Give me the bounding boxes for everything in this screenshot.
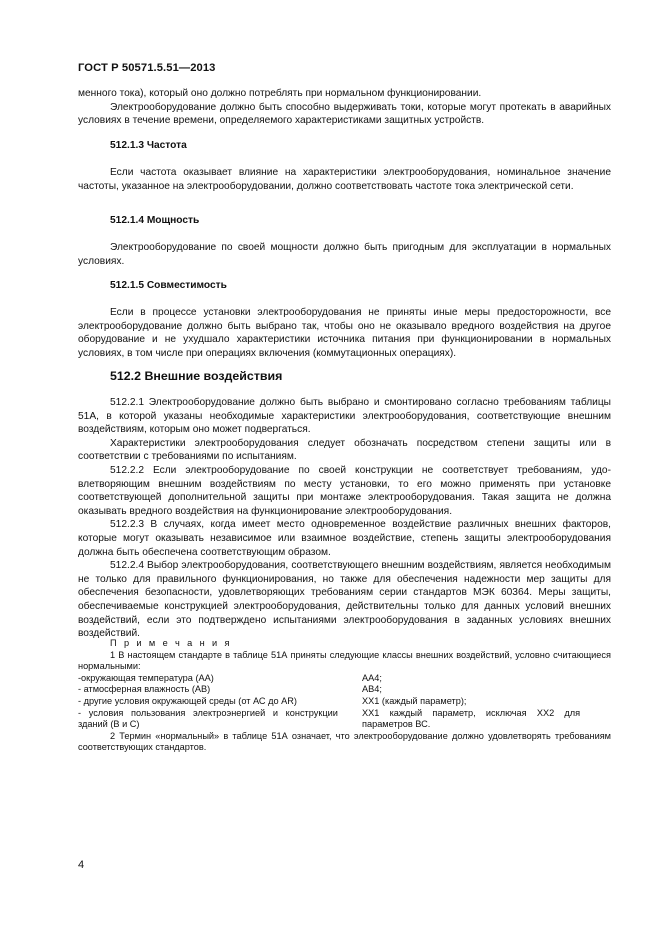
note-row-left: - другие условия окружающей среды (от АС до AR) <box>78 695 297 706</box>
document-header: ГОСТ Р 50571.5.51—2013 <box>78 62 216 74</box>
note-row-left: - атмосферная влажность (АВ) <box>78 684 211 695</box>
note-1: 1 В настоящем стандарте в таблице 51А приняты следующие классы внешних воздействий, условно считающиеся нормальными: <box>78 649 611 672</box>
paragraph-512-2-1: 512.2.1 Электрооборудование должно быть выбрано и смонтировано согласно требованиям таблицы 51А, в которой указаны необходимые характеристики электрооборудования, соответствующие внешним воздействиям, которым оно может подвергаться. <box>78 397 611 436</box>
section-512-2-body <box>78 396 611 641</box>
section-512-1-5-body <box>78 306 611 360</box>
paragraph-512-2-3: 512.2.3 В случаях, когда имеет место одновременное воздействие различных внешних факторов, которые могут оказывать независимое или взаимное воздействие, степень защиты электрооборудования должна быть обеспечена соответствующим образом. <box>78 519 611 558</box>
paragraph-512-2-4: 512.2.4 Выбор электрооборудования, соответствующего внешним воздействиям, является необходимым не только для правильного функционирования, но также для обеспечения надежности мер защиты для обеспечения безопасности, удовлетворяющих требованиям серии стандартов МЭК 60364. Меры защиты, обеспечиваемые конструкцией электрооборудования, действительны только для данных условий внешних воздействий, если это подтверждено испытаниями электрооборудования в заданных условиях внешних воздействий. <box>78 560 611 640</box>
note-row-left: - условия пользования электроэнергией и конструкции <box>78 707 338 718</box>
note-row-right: ХХ1 каждый параметр, исключая ХХ2 для <box>362 707 581 718</box>
note-row-left: зданий (В и С) <box>78 719 140 730</box>
paragraph-512-1-4: Электрооборудование по своей мощности должно быть пригодным для эксплуатации в нормальных условиях. <box>78 242 611 267</box>
note-row <box>78 708 611 720</box>
paragraph-512-1-5: Если в процессе установки электрооборудования не приняты иные меры предосторожности, все электрооборудование должно быть выбрано так, чтобы оно не оказывало вредного воздействия на другое оборудование и не ухудшало характеристики источника питания при функционировании в нормальных условиях, в том числе при операциях включения (коммутационных операциях). <box>78 307 611 359</box>
note-row-left: -окружающая температура (АА) <box>78 672 214 683</box>
note-row <box>78 696 611 708</box>
intro-paragraph-2: Электрооборудование должно быть способно выдерживать токи, которые могут протекать в аварийных условиях в течение времени, определяемого характеристиками защитных устройств. <box>78 101 611 127</box>
note-row <box>78 673 611 685</box>
note-row <box>78 719 611 731</box>
paragraph-512-2-1-b: Характеристики электрооборудования следует обозначать посредством степени защиты или в соответствии с требованиями по испытаниям. <box>78 437 611 463</box>
note-row-right: АВ4; <box>362 684 382 695</box>
note-row-right: параметров ВС. <box>362 719 431 730</box>
notes-title: П р и м е ч а н и я <box>110 638 232 648</box>
section-heading-512-2: 512.2 Внешние воздействия <box>110 369 283 383</box>
note-2: 2 Термин «нормальный» в таблице 51А означает, что электрооборудование должно удовлетворять требованиям соответствующих стандартов. <box>78 730 611 753</box>
note-row-right: ХХ1 (каждый параметр); <box>362 695 467 706</box>
section-heading-512-1-5: 512.1.5 Совместимость <box>110 280 227 291</box>
notes-block <box>78 638 611 754</box>
section-512-1-4-body <box>78 241 611 268</box>
intro-paragraph-1: менного тока), который оно должно потреблять при нормальном функционировании. <box>78 88 482 99</box>
section-heading-512-1-3: 512.1.3 Частота <box>110 140 187 151</box>
note-row <box>78 684 611 696</box>
paragraph-512-1-3: Если частота оказывает влияние на характеристики электрооборудования, номинальное значение частоты, указанное на электрооборудовании, должно соответствовать частоте тока электрической сети. <box>78 167 611 192</box>
note-row-right: АА4; <box>362 672 382 683</box>
page-number: 4 <box>78 859 85 871</box>
section-512-1-3-body <box>78 166 611 193</box>
section-heading-512-1-4: 512.1.4 Мощность <box>110 215 200 226</box>
intro-block <box>78 87 611 128</box>
paragraph-512-2-2: 512.2.2 Если электрооборудование по своей конструкции не соответствует требованиям, удовлетворяющим внешним воздействиям по месту установки, то его можно применять при установке соответствующей дополнительной защиты при монтаже электрооборудования. Такая защита не должна оказывать вредного воздействия на функционирование электрооборудования. <box>78 464 611 517</box>
